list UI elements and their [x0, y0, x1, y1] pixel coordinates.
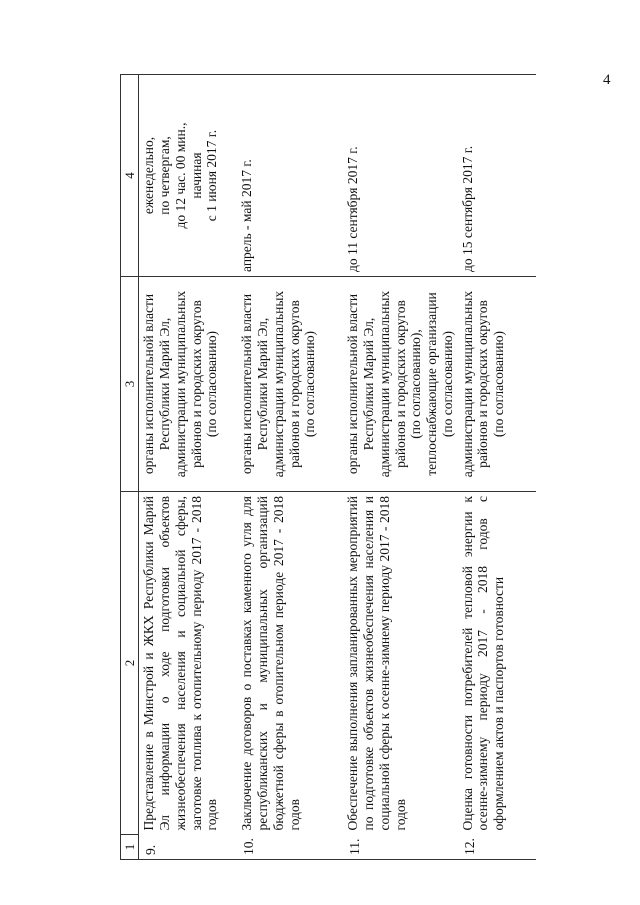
column-number-1: 1: [121, 835, 139, 860]
rotated-table-container: [120, 75, 515, 860]
responsible-line: администрации муниципальных: [172, 290, 188, 478]
responsible-line: (по согласованию),: [408, 329, 424, 439]
responsible-line: администрации муниципальных: [270, 290, 286, 478]
column-number-4: 4: [121, 75, 139, 277]
page-number: 4: [603, 72, 611, 88]
deadline-line: еженедельно,: [141, 136, 157, 215]
responsible-line: органы исполнительной власти: [141, 293, 157, 475]
deadline-line: апрель - май 2017 г.: [239, 159, 255, 272]
row-number: 10.: [237, 835, 343, 860]
responsible-line: районов и городских округов: [286, 300, 302, 468]
responsible-line: районов и городских округов: [392, 300, 408, 468]
responsible-line: районов и городских округов: [188, 300, 204, 468]
responsible-line: Республики Марий Эл,: [156, 317, 172, 451]
row-deadline: [458, 75, 536, 277]
responsible-line: (по согласованию): [439, 330, 455, 438]
row-responsible: [139, 277, 238, 492]
responsible-line: администрации муниципальных: [459, 290, 475, 478]
row-description: Представление в Минстрой и ЖКХ Республики Марий Эл информации о ходе подготовки объектов жизнеобеспечения населения и социальной сферы, заготовке топлива к отопительному периоду 2017 - 2018 годов: [139, 492, 238, 835]
row-responsible: [458, 277, 536, 492]
responsible-line: (по согласованию): [302, 330, 318, 438]
column-number-3: 3: [121, 277, 139, 492]
table-row: [237, 75, 343, 860]
table-header-row: [121, 75, 139, 860]
deadline-line: до 11 сентября 2017 г.: [345, 146, 361, 272]
deadline-line: по четвергам,: [156, 136, 172, 215]
table-row: [139, 75, 238, 860]
responsible-line: теплоснабжающие организации: [424, 292, 440, 476]
row-deadline: [139, 75, 238, 277]
deadline-line: до 12 час. 00 мин.,: [172, 122, 188, 229]
row-number: 9.: [139, 835, 238, 860]
responsible-line: (по согласованию): [491, 330, 507, 438]
deadline-line: начиная: [188, 152, 204, 199]
row-description: Обеспечение выполнения запланированных мероприятий по подготовке объектов жизнеобеспечения населения и социальной сферы к осенне-зимнему периоду 2017 - 2018 годов: [343, 492, 457, 835]
column-number-2: 2: [121, 492, 139, 835]
responsible-line: Республики Марий Эл,: [360, 317, 376, 451]
row-responsible: [237, 277, 343, 492]
responsible-line: Республики Марий Эл,: [254, 317, 270, 451]
row-deadline: [343, 75, 457, 277]
responsible-line: районов и городских округов: [475, 300, 491, 468]
responsible-line: органы исполнительной власти: [345, 293, 361, 475]
deadline-line: до 15 сентября 2017 г.: [459, 145, 475, 272]
row-description: Оценка готовности потребителей тепловой энергии к осенне-зимнему периоду 2017 - 2018 годов с оформлением актов и паспортов готовности: [458, 492, 536, 835]
activities-table: [120, 74, 536, 860]
row-responsible: [343, 277, 457, 492]
deadline-line: с 1 июня 2017 г.: [204, 129, 220, 222]
table-row: [343, 75, 457, 860]
row-number: 12.: [458, 835, 536, 860]
responsible-line: (по согласованию): [204, 330, 220, 438]
responsible-line: органы исполнительной власти: [239, 293, 255, 475]
row-description: Заключение договоров о поставках каменного угля для республиканских и муниципальных организаций бюджетной сферы в отопительном периоде 2017 - 2018 годов: [237, 492, 343, 835]
table-row: [458, 75, 536, 860]
responsible-line: администрации муниципальных: [376, 290, 392, 478]
row-number: 11.: [343, 835, 457, 860]
row-deadline: [237, 75, 343, 277]
